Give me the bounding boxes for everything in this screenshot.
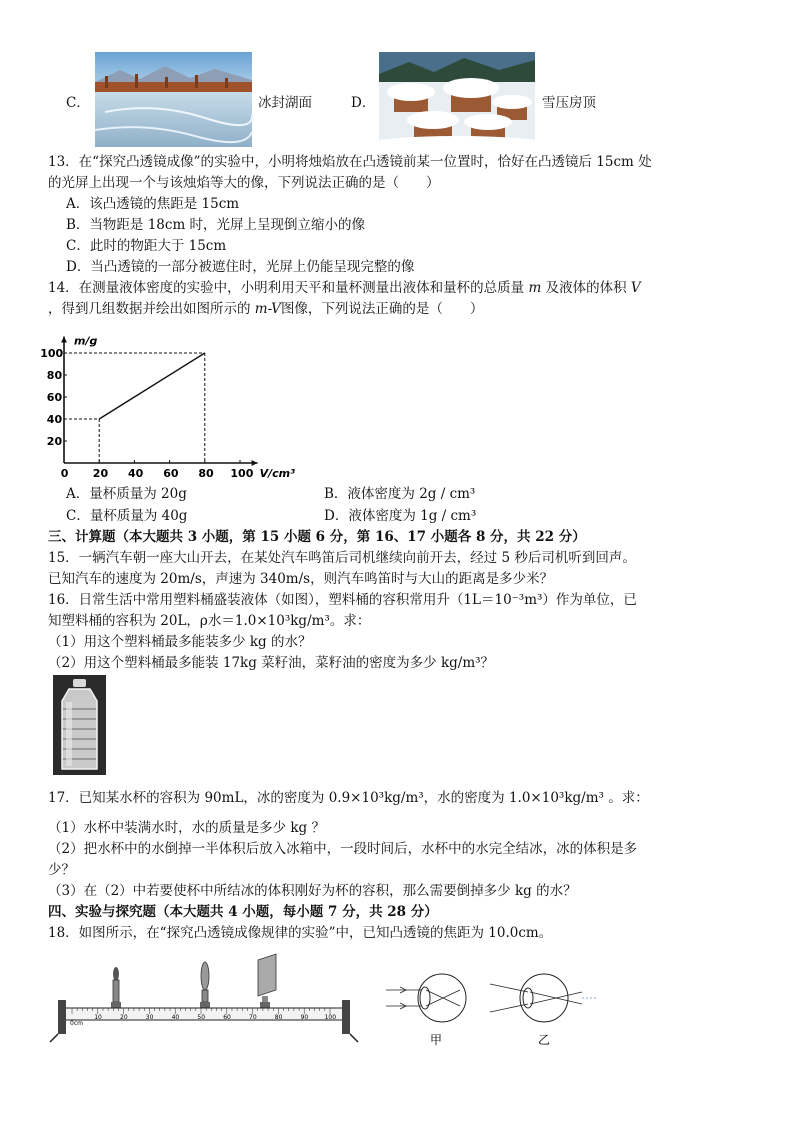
ruler-label: 40 — [171, 1014, 180, 1021]
x-tick-label: 60 — [163, 467, 179, 480]
q16-line-2: 知塑料桶的容积为 20L，ρ水＝1.0×10³kg/m³。求： — [48, 613, 371, 629]
q14-stem-line-1: 14．在测量液体密度的实验中，小明利用天平和量杯测量出液体和量杯的总质量 m 及液体的体积 V — [48, 280, 641, 296]
q12-option-c-text: 冰封湖面 — [258, 95, 312, 111]
q15-line-1: 15．一辆汽车朝一座大山开去，在某处汽车鸣笛后司机继续向前开去，经过 5 秒后司机听到回声。 — [48, 550, 636, 566]
q15-line-2: 已知汽车的速度为 20m/s，声速为 340m/s，则汽车鸣笛时与大山的距离是多少米？ — [48, 571, 554, 587]
q16-sub-1: （1）用这个塑料桶最多能装多少 kg 的水？ — [48, 634, 312, 650]
ruler-label: 80 — [274, 1014, 283, 1021]
candle-icon — [111, 967, 121, 1008]
q14-stem-line-2: ，得到几组数据并绘出如图所示的 m-V图像，下列说法正确的是（ ） — [48, 301, 484, 317]
q17-sub-1: （1）水杯中装满水时，水的质量是多少 kg ？ — [48, 820, 325, 836]
eye-diagrams — [382, 960, 612, 1050]
section-3-heading: 三、计算题（本大题共 3 小题，第 15 小题 6 分，第 16、17 小题各 8 分，共 22 分） — [48, 529, 586, 545]
y-axis-arrow — [61, 337, 67, 343]
ruler-label: 20 — [120, 1014, 128, 1021]
q13-stem-line-2: 的光屏上出现一个与该烛焰等大的像，下列说法正确的是（ ） — [48, 175, 440, 191]
optical-bench-diagram — [48, 950, 360, 1045]
q14-option-c: C．量杯质量为 40g — [66, 508, 188, 524]
x-tick-label: 100 — [230, 467, 254, 480]
y-tick-label: 80 — [46, 369, 63, 382]
m-v-graph — [40, 323, 295, 483]
ruler-unit-label: 0cm — [70, 1020, 83, 1027]
eye-diagram-a — [386, 974, 466, 1022]
q17-sub-3: （3）在（2）中若要使杯中所结冰的体积刚好为杯的容积，那么需要倒掉多少 kg 的水？ — [48, 883, 577, 899]
q14-option-b: B．液体密度为 2g / cm³ — [324, 486, 476, 502]
ruler-label: 70 — [249, 1014, 257, 1021]
x-tick-label: 20 — [92, 467, 109, 480]
x-axis-arrow — [252, 460, 258, 466]
ruler-label: 50 — [197, 1014, 206, 1021]
q12-option-d-label: D． — [351, 95, 376, 111]
y-tick-label: 40 — [46, 413, 63, 426]
ruler-label: 60 — [223, 1014, 231, 1021]
x-tick-label: 0 — [60, 467, 69, 480]
q13-option-d: D．当凸透镜的一部分被遮住时，光屏上仍能呈现完整的像 — [66, 259, 415, 275]
q14-option-a: A．量杯质量为 20g — [66, 486, 187, 502]
x-axis-label: V/cm³ — [259, 467, 295, 480]
y-axis-label: m/g — [74, 334, 98, 348]
snowy-roofs-photo — [379, 52, 535, 147]
y-tick-label: 60 — [46, 391, 63, 404]
q12-option-d-text: 雪压房顶 — [542, 95, 596, 111]
ruler-label: 10 — [94, 1014, 102, 1021]
eye-b-label: 乙 — [538, 1033, 551, 1047]
y-tick-label: 20 — [46, 435, 63, 448]
ruler-label: 100 — [324, 1014, 337, 1021]
q17-sub-2a: （2）把水杯中的水倒掉一半体积后放入冰箱中，一段时间后，水杯中的水完全结冰，冰的体积是多 — [48, 841, 638, 857]
eye-diagram-b — [490, 974, 596, 1022]
q13-stem-line-1: 13．在“探究凸透镜成像”的实验中，小明将烛焰放在凸透镜前某一位置时，恰好在凸透镜后 15cm 处 — [48, 154, 652, 170]
q16-sub-2: （2）用这个塑料桶最多能装 17kg 菜籽油，菜籽油的密度为多少 kg/m³？ — [48, 655, 495, 671]
eye-a-label: 甲 — [430, 1033, 443, 1047]
x-tick-label: 40 — [128, 467, 144, 480]
ruler-label: 90 — [300, 1014, 309, 1021]
q18-line-1: 18．如图所示，在“探究凸透镜成像规律的实验”中，已知凸透镜的焦距为 10.0cm。 — [48, 925, 553, 941]
q13-option-b: B．当物距是 18cm 时，光屏上呈现倒立缩小的像 — [66, 217, 366, 233]
q17-line-1: 17．已知某水杯的容积为 90mL，冰的密度为 0.9×10³kg/m³，水的密度为 1.0×10³kg/m³ 。求： — [48, 790, 649, 806]
convex-lens-icon — [200, 962, 210, 1008]
q14-option-d: D．液体密度为 1g / cm³ — [324, 508, 477, 524]
light-screen-icon — [258, 954, 276, 1008]
y-tick-label: 100 — [40, 347, 64, 360]
series-line-m-v — [99, 353, 205, 419]
q17-sub-2b: 少？ — [48, 862, 75, 878]
q13-option-a: A．该凸透镜的焦距是 15cm — [66, 196, 240, 212]
q16-line-1: 16．日常生活中常用塑料桶盛装液体（如图），塑料桶的容积常用升（1L＝10⁻³m³）作为单位，已 — [48, 592, 637, 608]
section-4-heading: 四、实验与探究题（本大题共 4 小题，每小题 7 分，共 28 分） — [48, 904, 438, 920]
q12-option-c-label: C． — [66, 95, 90, 111]
plastic-bucket-photo — [53, 675, 106, 775]
frozen-lake-photo — [95, 52, 252, 147]
ruler-label: 30 — [145, 1014, 154, 1021]
x-tick-label: 80 — [198, 467, 214, 480]
q13-option-c: C．此时的物距大于 15cm — [66, 238, 227, 254]
